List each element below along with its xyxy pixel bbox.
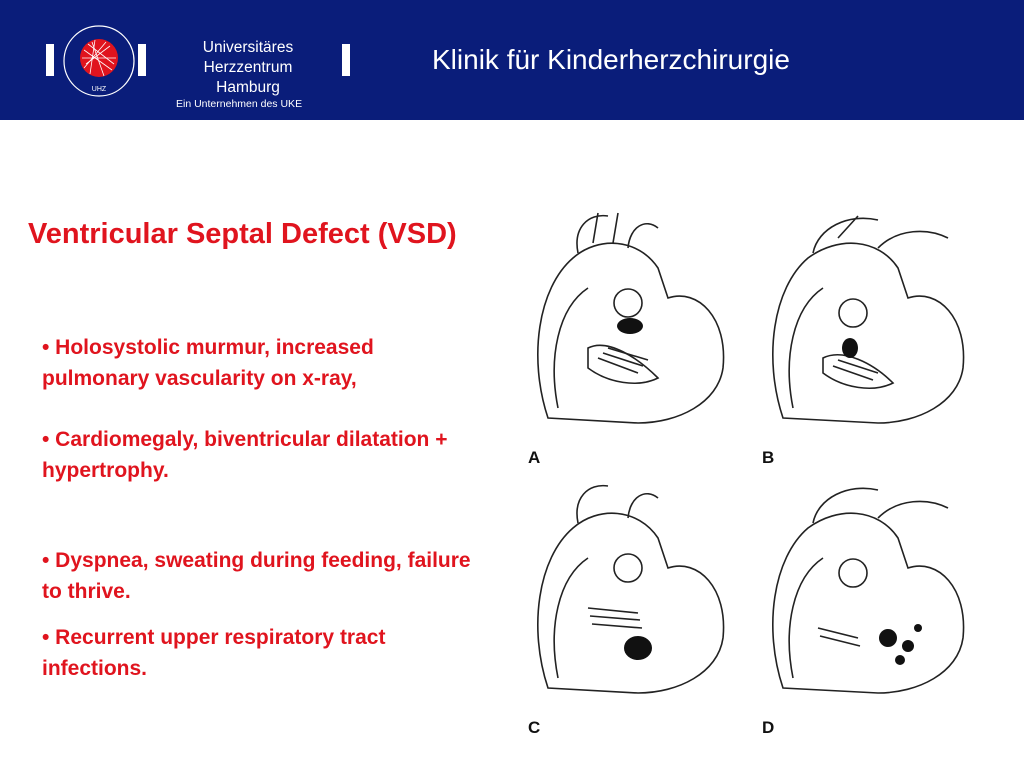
bullet-item: • Recurrent upper respiratory tract infections. [42, 626, 386, 680]
org-name [158, 38, 338, 98]
heart-drawing-d [758, 478, 983, 708]
heart-drawing-c [518, 478, 743, 708]
slide-title: Ventricular Septal Defect (VSD) [28, 218, 457, 250]
heart-drawing-a [518, 208, 743, 438]
header-banner [0, 0, 1024, 120]
panel-label: D [762, 718, 775, 737]
logo-bar-left [46, 44, 54, 76]
panel-label: B [762, 448, 775, 467]
clinic-title: Klinik für Kinderherzchirurgie [432, 44, 790, 75]
panel-label: A [528, 448, 541, 467]
bullet-item: • Dyspnea, sweating during feeding, failure to thrive. [42, 549, 471, 603]
logo-bar-middle [138, 44, 146, 76]
figure-panel-b [758, 208, 883, 467]
org-subtitle: Ein Unternehmen des UKE [176, 98, 303, 110]
org-name-line1: Universitäres Herzzentrum [202, 39, 294, 76]
uhz-logo [46, 22, 366, 112]
bullet-item: • Holosystolic murmur, increased pulmonary vascularity on x-ray, [42, 336, 374, 390]
logo-bar-right [342, 44, 350, 76]
figure-panel-c [518, 478, 643, 737]
figure-panel-d [758, 478, 883, 737]
bullet-item: • Cardiomegaly, biventricular dilatation + hypertrophy. [42, 428, 448, 482]
vsd-illustration-figure [518, 208, 788, 737]
panel-label: C [528, 718, 541, 737]
heart-drawing-b [758, 208, 983, 438]
heart-seal-icon [62, 24, 136, 98]
seal-abbrev: UHZ [91, 86, 107, 93]
org-name-line2: Hamburg [216, 79, 280, 96]
figure-panel-a [518, 208, 643, 467]
